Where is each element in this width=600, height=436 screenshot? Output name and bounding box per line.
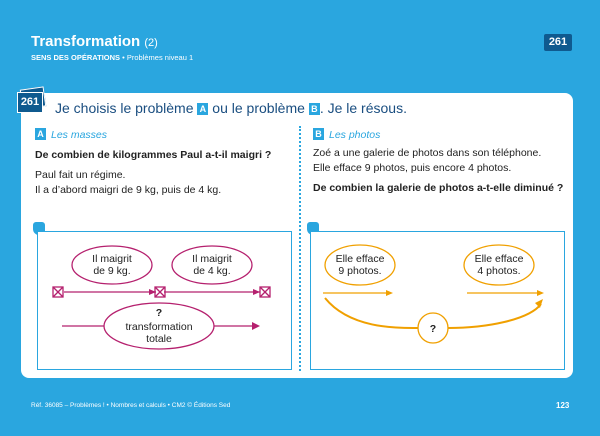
bubble-a2-line1: Il maigrit [192,253,232,265]
tag-b: B [309,103,320,115]
bubble-a2-line2: de 4 kg. [193,265,231,277]
problem-a-line2: Il a d’abord maigri de 9 kg, puis de 4 kg. [35,184,222,196]
problem-a-question: De combien de kilogrammes Paul a-t-il maigri ? [35,149,272,161]
footer-reference: Réf. 36085 – Problèmes ! • Nombres et calculs • CM2 © Éditions Sed [31,402,231,409]
bubble-b1-line2: 9 photos. [338,265,382,277]
problem-b-title: B Les photos [313,128,380,141]
page-number: 123 [556,401,570,410]
diagram-a [37,231,292,370]
page-subtitle: SENS DES OPÉRATIONS • Problèmes niveau 1 [31,53,194,62]
column-divider [299,126,301,371]
page-title: Transformation (2) [31,33,158,50]
exercise-prompt: Je choisis le problème A ou le problème B . Je le résous. [55,100,407,116]
problem-a-line1: Paul fait un régime. [35,169,126,181]
total-line2: totale [146,333,172,345]
cards-icon: 261 [17,88,49,112]
problem-b-line1: Zoé a une galerie de photos dans son téléphone. [313,147,542,159]
total-line1: transformation [125,321,193,333]
problem-b-question: De combien la galerie de photos a-t-elle diminué ? [313,182,564,194]
bubble-a1-line2: de 9 kg. [93,265,131,277]
bubble-b1-line1: Elle efface [335,253,385,265]
bubble-b2-line2: 4 photos. [477,265,521,277]
diagram-b [310,231,565,370]
problem-a-title: A Les masses [35,128,107,141]
bubble-a1-line1: Il maigrit [92,253,132,265]
total-question-a: ? [155,307,163,319]
exercise-number-badge: 261 [544,34,572,51]
bubble-b2-line1: Elle efface [474,253,524,265]
tag-a: A [197,103,208,115]
problem-b-line2: Elle efface 9 photos, puis encore 4 photos. [313,162,512,174]
total-question-b: ? [429,323,437,335]
